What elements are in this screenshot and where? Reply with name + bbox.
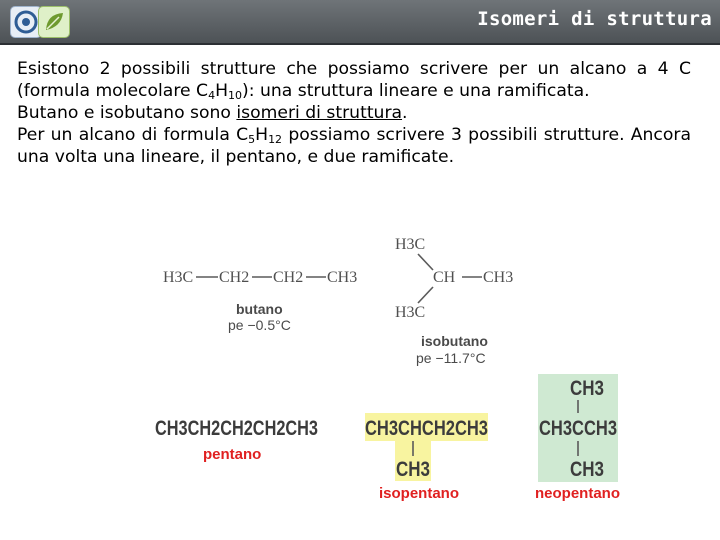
pentane-formula: CH3CH2CH2CH2CH3	[155, 417, 318, 440]
isopentane-structure	[365, 413, 488, 502]
isopentane-formula: CH3CHCH2CH3	[365, 417, 488, 440]
neopentane-top: CH3	[570, 377, 604, 400]
isobutane-structure	[395, 236, 513, 366]
neopentane-formula: CH3CCH3	[539, 417, 617, 440]
pentane-name: pentano	[203, 446, 262, 463]
paragraph-3: Per un alcano di formula $C_5H_{12}$ possiamo scrivere 3 possibili strutture. Ancora una volta una lineare, il pentano, e due ramificate.	[17, 125, 692, 167]
isobutane-center: CH	[433, 269, 456, 286]
butane-group-3: CH2	[273, 269, 304, 286]
butane-group-2: CH2	[219, 269, 250, 286]
butane-boiling-point: pe −0.5°C	[228, 317, 291, 333]
isobutane-top: H3C	[395, 236, 426, 253]
neopentane-bottom: CH3	[570, 458, 604, 481]
isobutane-name: isobutano	[421, 333, 488, 349]
isopentane-name: isopentano	[379, 485, 460, 502]
pentane-structure	[155, 417, 318, 463]
butane-group-4: CH3	[327, 269, 358, 286]
isomers-term: isomeri di struttura	[236, 103, 403, 123]
butane-name: butano	[236, 301, 283, 317]
bond	[418, 287, 433, 303]
slide-title: Isomeri di struttura	[477, 8, 712, 30]
butane-group-1: H3C	[163, 269, 194, 286]
isobutane-boiling-point: pe −11.7°C	[416, 350, 486, 366]
bond	[418, 254, 433, 270]
butane-structure	[163, 269, 357, 333]
paragraph-2: Butano e isobutano sono isomeri di struttura.	[17, 103, 408, 123]
neopentane-structure	[535, 374, 620, 502]
neopentane-name: neopentano	[535, 485, 620, 502]
isobutane-right: CH3	[483, 269, 514, 286]
isobutane-bottom: H3C	[395, 304, 426, 321]
isopentane-branch: CH3	[396, 458, 430, 481]
paragraph-1: Esistono 2 possibili strutture che possiamo scrivere per un alcano a 4 C (formula molecolare $C_4H_{10}$): una struttura lineare e una ramificata.	[17, 59, 691, 102]
